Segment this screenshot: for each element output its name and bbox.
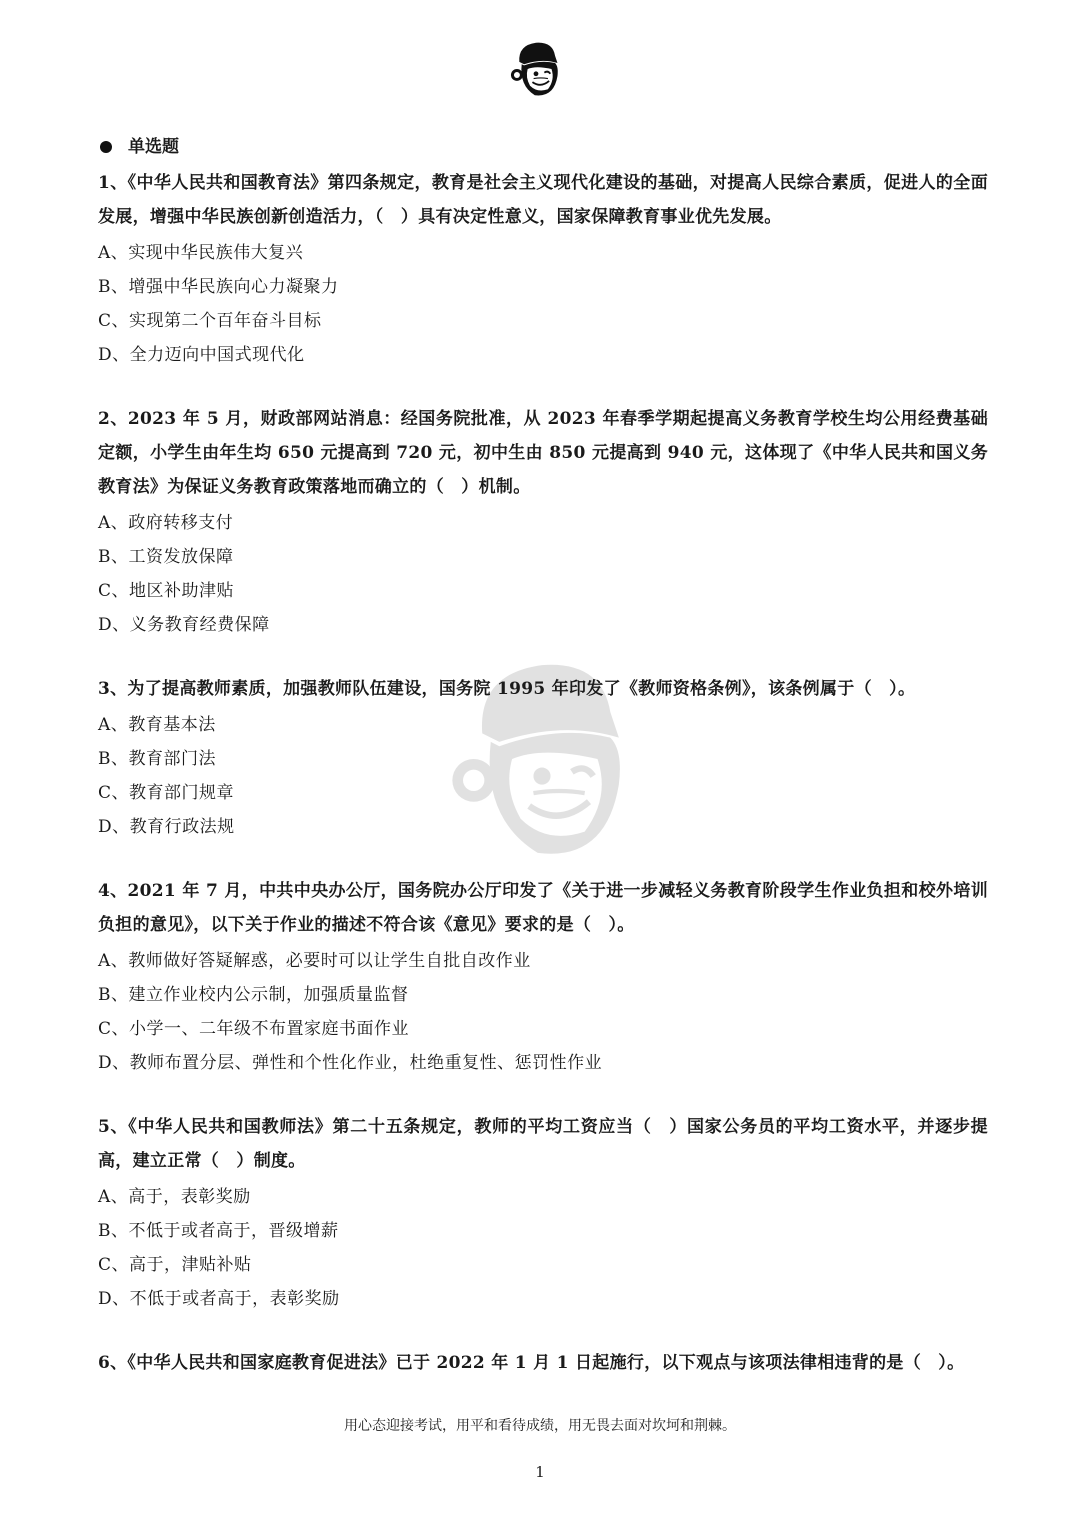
option-list xyxy=(98,944,988,1080)
option-d: D、义务教育经费保障 xyxy=(98,615,270,635)
option-a: A、教育基本法 xyxy=(98,715,216,735)
question-stem: 1、《中华人民共和国教育法》第四条规定，教育是社会主义现代化建设的基础，对提高人民综合素质，促进人的全面发展，增强中华民族创新创造活力，（ ）具有决定性意义，国家保障教育事业优先发展。 xyxy=(98,173,988,227)
footer-motto: 用心态迎接考试，用平和看待成绩，用无畏去面对坎坷和荆棘。 xyxy=(344,1418,736,1434)
option-a: A、教师做好答疑解惑，必要时可以让学生自批自改作业 xyxy=(98,951,531,971)
page-number: 1 xyxy=(535,1463,545,1481)
question-5 xyxy=(98,1110,988,1316)
option-list xyxy=(98,1180,988,1316)
option-d: D、全力迈向中国式现代化 xyxy=(98,345,305,365)
option-b: B、建立作业校内公示制，加强质量监督 xyxy=(98,985,409,1005)
section-heading xyxy=(98,132,988,162)
question-1 xyxy=(98,166,988,372)
section-title: 单选题 xyxy=(128,137,179,157)
option-d: D、教育行政法规 xyxy=(98,817,235,837)
monkey-mascot-icon xyxy=(506,38,566,100)
option-d: D、不低于或者高于，表彰奖励 xyxy=(98,1289,340,1309)
question-stem: 2、2023 年 5 月，财政部网站消息：经国务院批准，从 2023 年春季学期起提高义务教育学校生均公用经费基础定额，小学生由年生均 650 元提高到 720 元，初中生由 850 元提高到 940 元，这体现了《中华人民共和国义务教育法》为保证义务教育政策落地而确立的（ ）机制。 xyxy=(98,409,988,497)
option-a: A、高于，表彰奖励 xyxy=(98,1187,251,1207)
question-stem: 4、2021 年 7 月，中共中央办公厅，国务院办公厅印发了《关于进一步减轻义务教育阶段学生作业负担和校外培训负担的意见》，以下关于作业的描述不符合该《意见》要求的是（ ）。 xyxy=(98,881,988,935)
option-a: A、实现中华民族伟大复兴 xyxy=(98,243,304,263)
option-b: B、教育部门法 xyxy=(98,749,216,769)
question-stem: 6、《中华人民共和国家庭教育促进法》已于 2022 年 1 月 1 日起施行，以下观点与该项法律相违背的是（ ）。 xyxy=(98,1353,965,1373)
question-2 xyxy=(98,402,988,642)
option-a: A、政府转移支付 xyxy=(98,513,234,533)
question-content xyxy=(98,132,988,1410)
option-list xyxy=(98,506,988,642)
bullet-icon xyxy=(100,141,112,153)
option-c: C、小学一、二年级不布置家庭书面作业 xyxy=(98,1019,410,1039)
option-list xyxy=(98,708,988,844)
option-b: B、增强中华民族向心力凝聚力 xyxy=(98,277,339,297)
option-list xyxy=(98,236,988,372)
question-6 xyxy=(98,1346,988,1380)
option-c: C、高于，津贴补贴 xyxy=(98,1255,252,1275)
option-c: C、教育部门规章 xyxy=(98,783,235,803)
question-3 xyxy=(98,672,988,844)
option-c: C、实现第二个百年奋斗目标 xyxy=(98,311,322,331)
option-b: B、不低于或者高于，晋级增薪 xyxy=(98,1221,339,1241)
option-d: D、教师布置分层、弹性和个性化作业，杜绝重复性、惩罚性作业 xyxy=(98,1053,603,1073)
option-b: B、工资发放保障 xyxy=(98,547,234,567)
question-4 xyxy=(98,874,988,1080)
question-stem: 3、为了提高教师素质，加强教师队伍建设，国务院 1995 年印发了《教师资格条例》，该条例属于（ ）。 xyxy=(98,679,916,699)
option-c: C、地区补助津贴 xyxy=(98,581,235,601)
question-stem: 5、《中华人民共和国教师法》第二十五条规定，教师的平均工资应当（ ）国家公务员的平均工资水平，并逐步提高，建立正常（ ）制度。 xyxy=(98,1117,988,1171)
